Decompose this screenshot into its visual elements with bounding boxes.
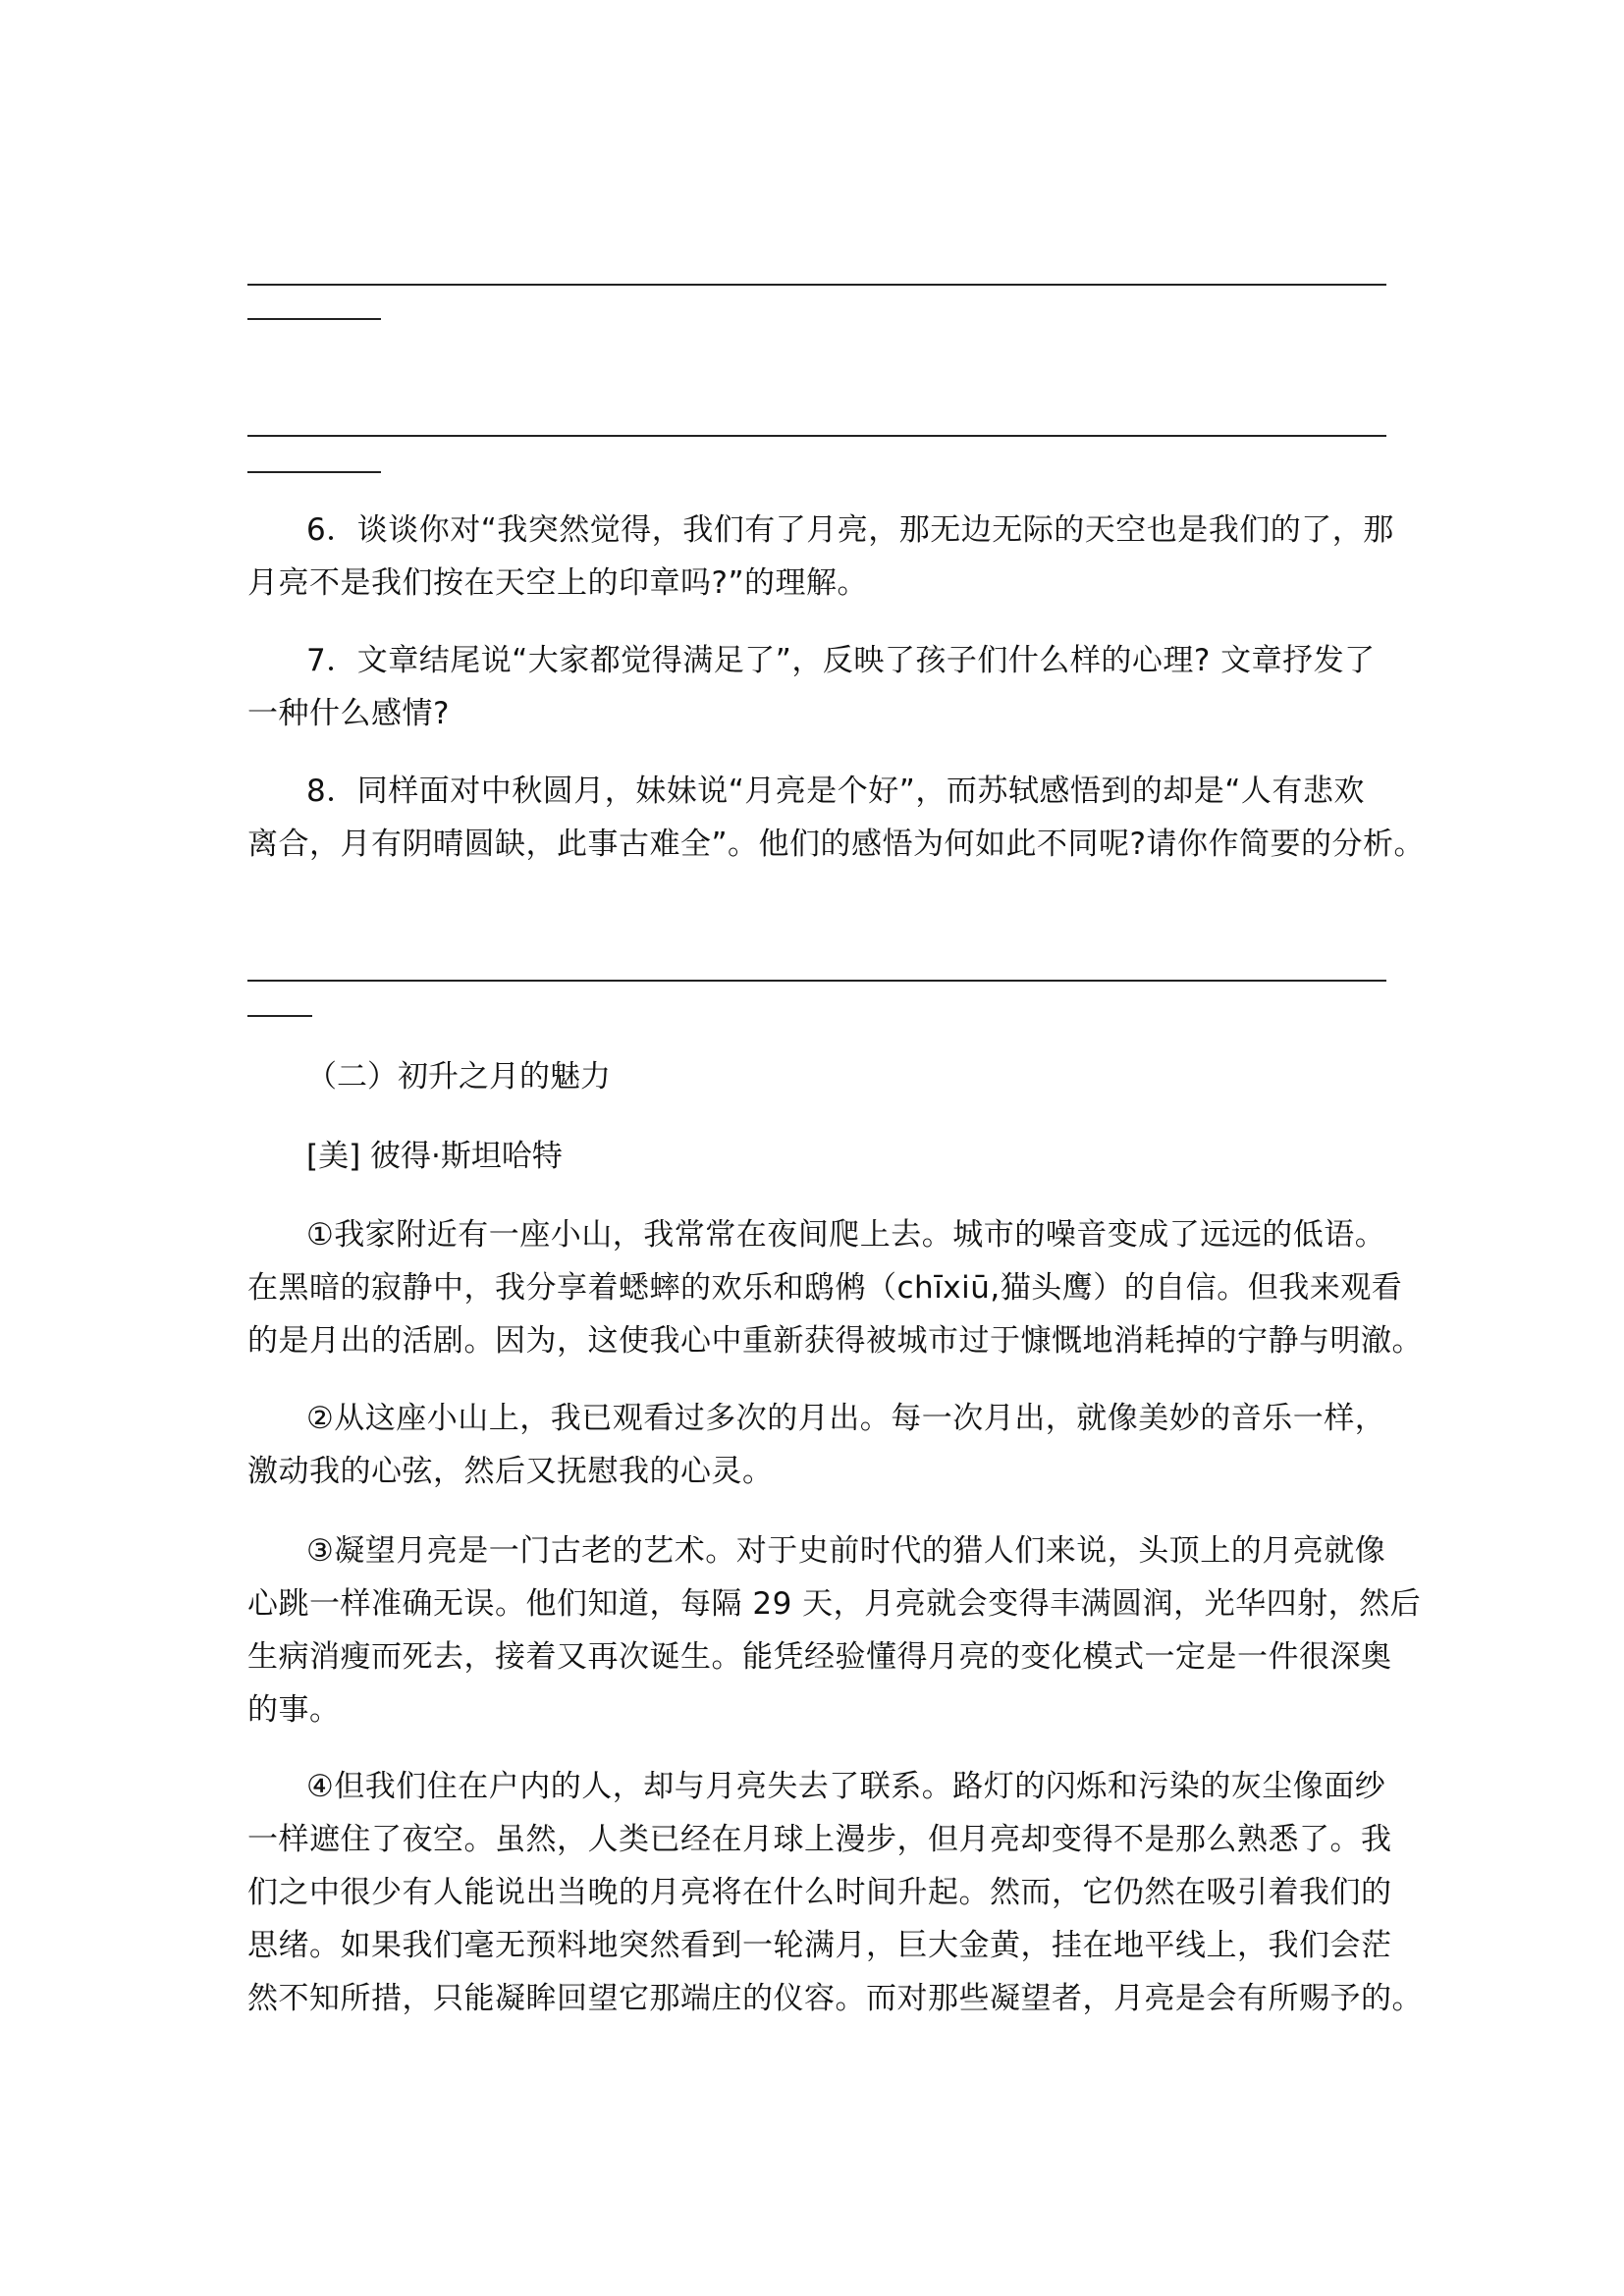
paragraph-4: [247, 1760, 1423, 2025]
question-line: 6．谈谈你对“我突然觉得，我们有了月亮，那无边无际的天空也是我们的了，那: [306, 512, 1394, 548]
question-8: [247, 765, 1426, 871]
question-line: 月亮不是我们按在天空上的印章吗?”的理解。: [247, 565, 869, 601]
answer-line: [247, 284, 1386, 286]
paragraph-line: 心跳一样准确无误。他们知道，每隔 29 天，月亮就会变得丰满圆润，光华四射，然后: [247, 1586, 1422, 1622]
question-line: 7．文章结尾说“大家都觉得满足了”，反映了孩子们什么样的心理? 文章抒发了: [306, 643, 1376, 678]
paragraph-line: 激动我的心弦，然后又抚慰我的心灵。: [247, 1454, 774, 1489]
answer-line: [247, 435, 1386, 437]
paragraph-line: 的事。: [247, 1692, 341, 1728]
answer-line: [247, 980, 1386, 982]
question-line: 一种什么感情?: [247, 696, 450, 731]
answer-line-tail: [247, 1015, 312, 1017]
question-7: [247, 634, 1386, 740]
question-line: 8．同样面对中秋圆月，妹妹说“月亮是个好”，而苏轼感悟到的却是“人有悲欢: [306, 774, 1365, 809]
paragraph-line: ②从这座小山上，我已观看过多次的月出。每一次月出，就像美妙的音乐一样，: [306, 1401, 1386, 1436]
answer-line-tail: [247, 471, 381, 473]
question-6: [247, 504, 1394, 610]
section-author: [美] 彼得·斯坦哈特: [306, 1139, 563, 1174]
paragraph-2: [247, 1392, 1386, 1498]
paragraph-line: 一样遮住了夜空。虽然，人类已经在月球上漫步，但月亮却变得不是那么熟悉了。我: [247, 1822, 1392, 1857]
paragraph-line: 在黑暗的寂静中，我分享着蟋蟀的欢乐和鸱鸺（chīxiū,猫头鹰）的自信。但我来观看: [247, 1270, 1403, 1306]
paragraph-1: [247, 1208, 1423, 1367]
paragraph-line: ③凝望月亮是一门古老的艺术。对于史前时代的猎人们来说，头顶上的月亮就像: [306, 1533, 1386, 1569]
paragraph-line: ①我家附近有一座小山，我常常在夜间爬上去。城市的噪音变成了远远的低语。: [306, 1217, 1386, 1253]
paragraph-3: [247, 1524, 1422, 1736]
paragraph-line: 生病消瘦而死去，接着又再次诞生。能凭经验懂得月亮的变化模式一定是一件很深奥: [247, 1639, 1392, 1675]
paragraph-line: ④但我们住在户内的人，却与月亮失去了联系。路灯的闪烁和污染的灰尘像面纱: [306, 1769, 1386, 1804]
paragraph-line: 的是月出的活剧。因为，这使我心中重新获得被城市过于慷慨地消耗掉的宁静与明澈。: [247, 1323, 1423, 1359]
answer-line-tail: [247, 318, 381, 320]
paragraph-line: 们之中很少有人能说出当晚的月亮将在什么时间升起。然而，它仍然在吸引着我们的: [247, 1875, 1392, 1910]
paragraph-line: 思绪。如果我们毫无预料地突然看到一轮满月，巨大金黄，挂在地平线上，我们会茫: [247, 1928, 1392, 1963]
paragraph-line: 然不知所措，只能凝眸回望它那端庄的仪容。而对那些凝望者，月亮是会有所赐予的。: [247, 1981, 1423, 2016]
section-title: （二）初升之月的魅力: [306, 1059, 611, 1095]
question-line: 离合，月有阴晴圆缺，此事古难全”。他们的感悟为何如此不同呢?请你作简要的分析。: [247, 827, 1426, 862]
